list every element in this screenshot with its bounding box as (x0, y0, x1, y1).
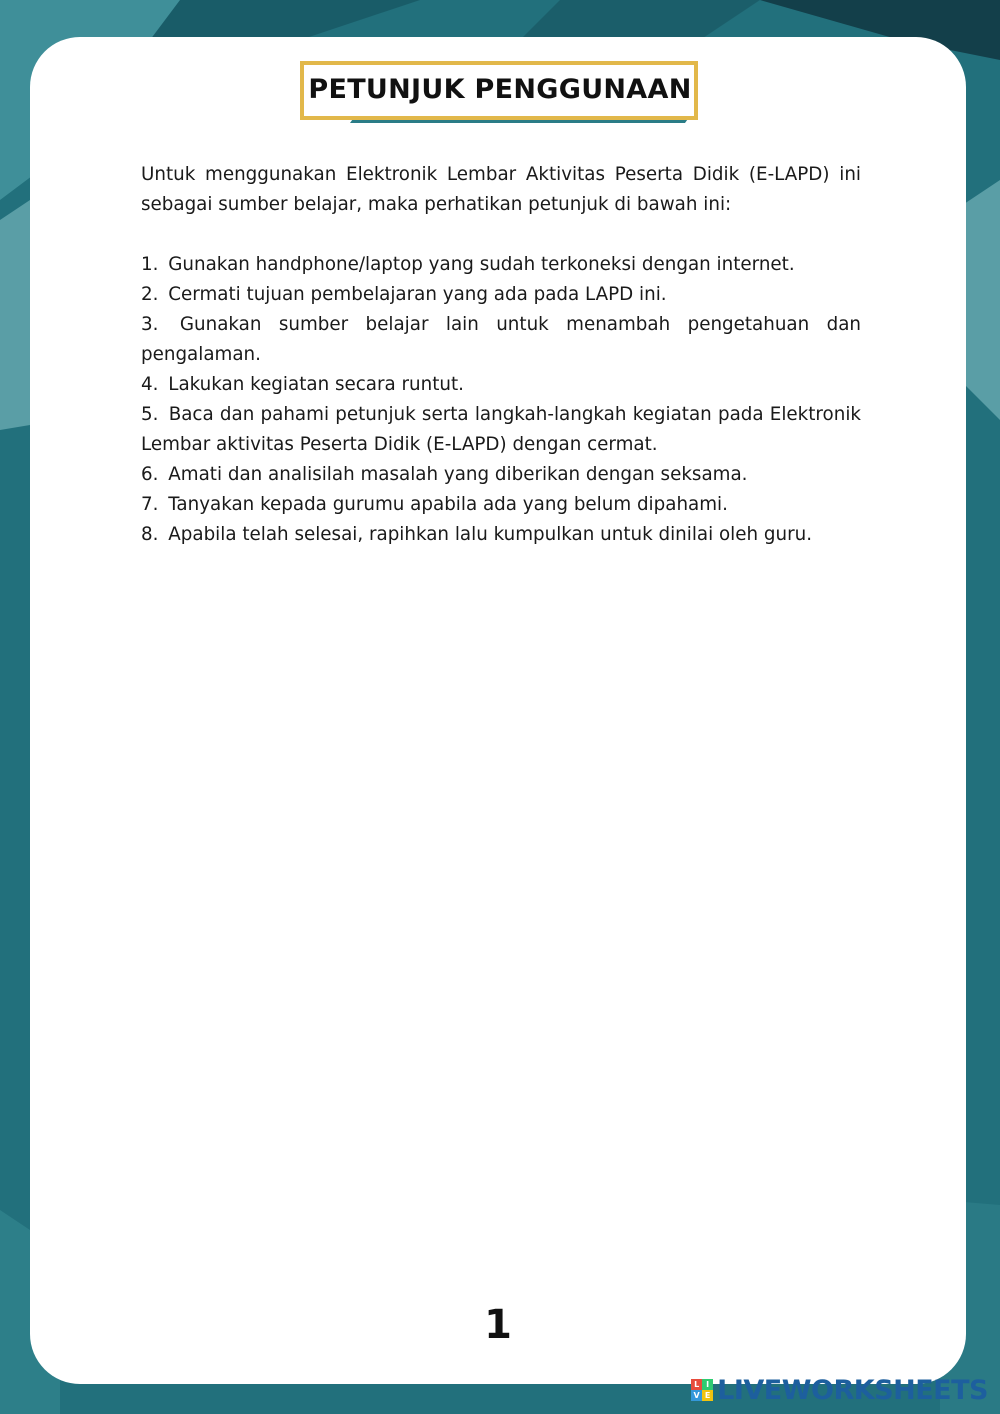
item-text: Tanyakan kepada gurumu apabila ada yang belum dipahami. (168, 494, 728, 515)
item-text: Baca dan pahami petunjuk serta langkah-langkah kegiatan pada Elektronik Lembar aktivitas Peserta Didik (E-LAPD) dengan cermat. (141, 404, 861, 455)
item-text: Cermati tujuan pembelajaran yang ada pada LAPD ini. (168, 284, 667, 305)
list-item (141, 370, 861, 400)
item-number: 7. (141, 494, 159, 515)
item-number: 3. (141, 314, 159, 335)
item-number: 5. (141, 404, 159, 425)
list-item (141, 280, 861, 310)
item-number: 4. (141, 374, 159, 395)
liveworksheets-watermark[interactable] (691, 1374, 988, 1406)
item-text: Apabila telah selesai, rapihkan lalu kumpulkan untuk dinilai oleh guru. (168, 524, 813, 545)
list-item (141, 460, 861, 490)
item-number: 1. (141, 254, 159, 275)
item-number: 6. (141, 464, 159, 485)
item-number: 8. (141, 524, 159, 545)
item-text: Lakukan kegiatan secara runtut. (168, 374, 464, 395)
instructions-body (141, 160, 861, 550)
list-item (141, 520, 861, 550)
item-text: Gunakan sumber belajar lain untuk menambah pengetahuan dan pengalaman. (141, 314, 862, 365)
item-text: Amati dan analisilah masalah yang diberikan dengan seksama. (168, 464, 748, 485)
liveworksheets-logo-text: LIVEWORKSHEETS (717, 1374, 988, 1406)
intro-paragraph: Untuk menggunakan Elektronik Lembar Aktivitas Peserta Didik (E-LAPD) ini sebagai sumber belajar, maka perhatikan petunjuk di bawah ini: (141, 164, 861, 215)
list-item (141, 250, 861, 280)
item-number: 2. (141, 284, 159, 305)
page-number: 1 (484, 1302, 512, 1348)
page-title: PETUNJUK PENGGUNAAN (308, 73, 692, 105)
item-text: Gunakan handphone/laptop yang sudah terkoneksi dengan internet. (168, 254, 795, 275)
list-item (141, 400, 861, 460)
list-item (141, 490, 861, 520)
title-banner (300, 61, 700, 125)
liveworksheets-logo-icon: L I V E (691, 1379, 713, 1401)
document-page (30, 37, 966, 1384)
list-item (141, 310, 861, 370)
